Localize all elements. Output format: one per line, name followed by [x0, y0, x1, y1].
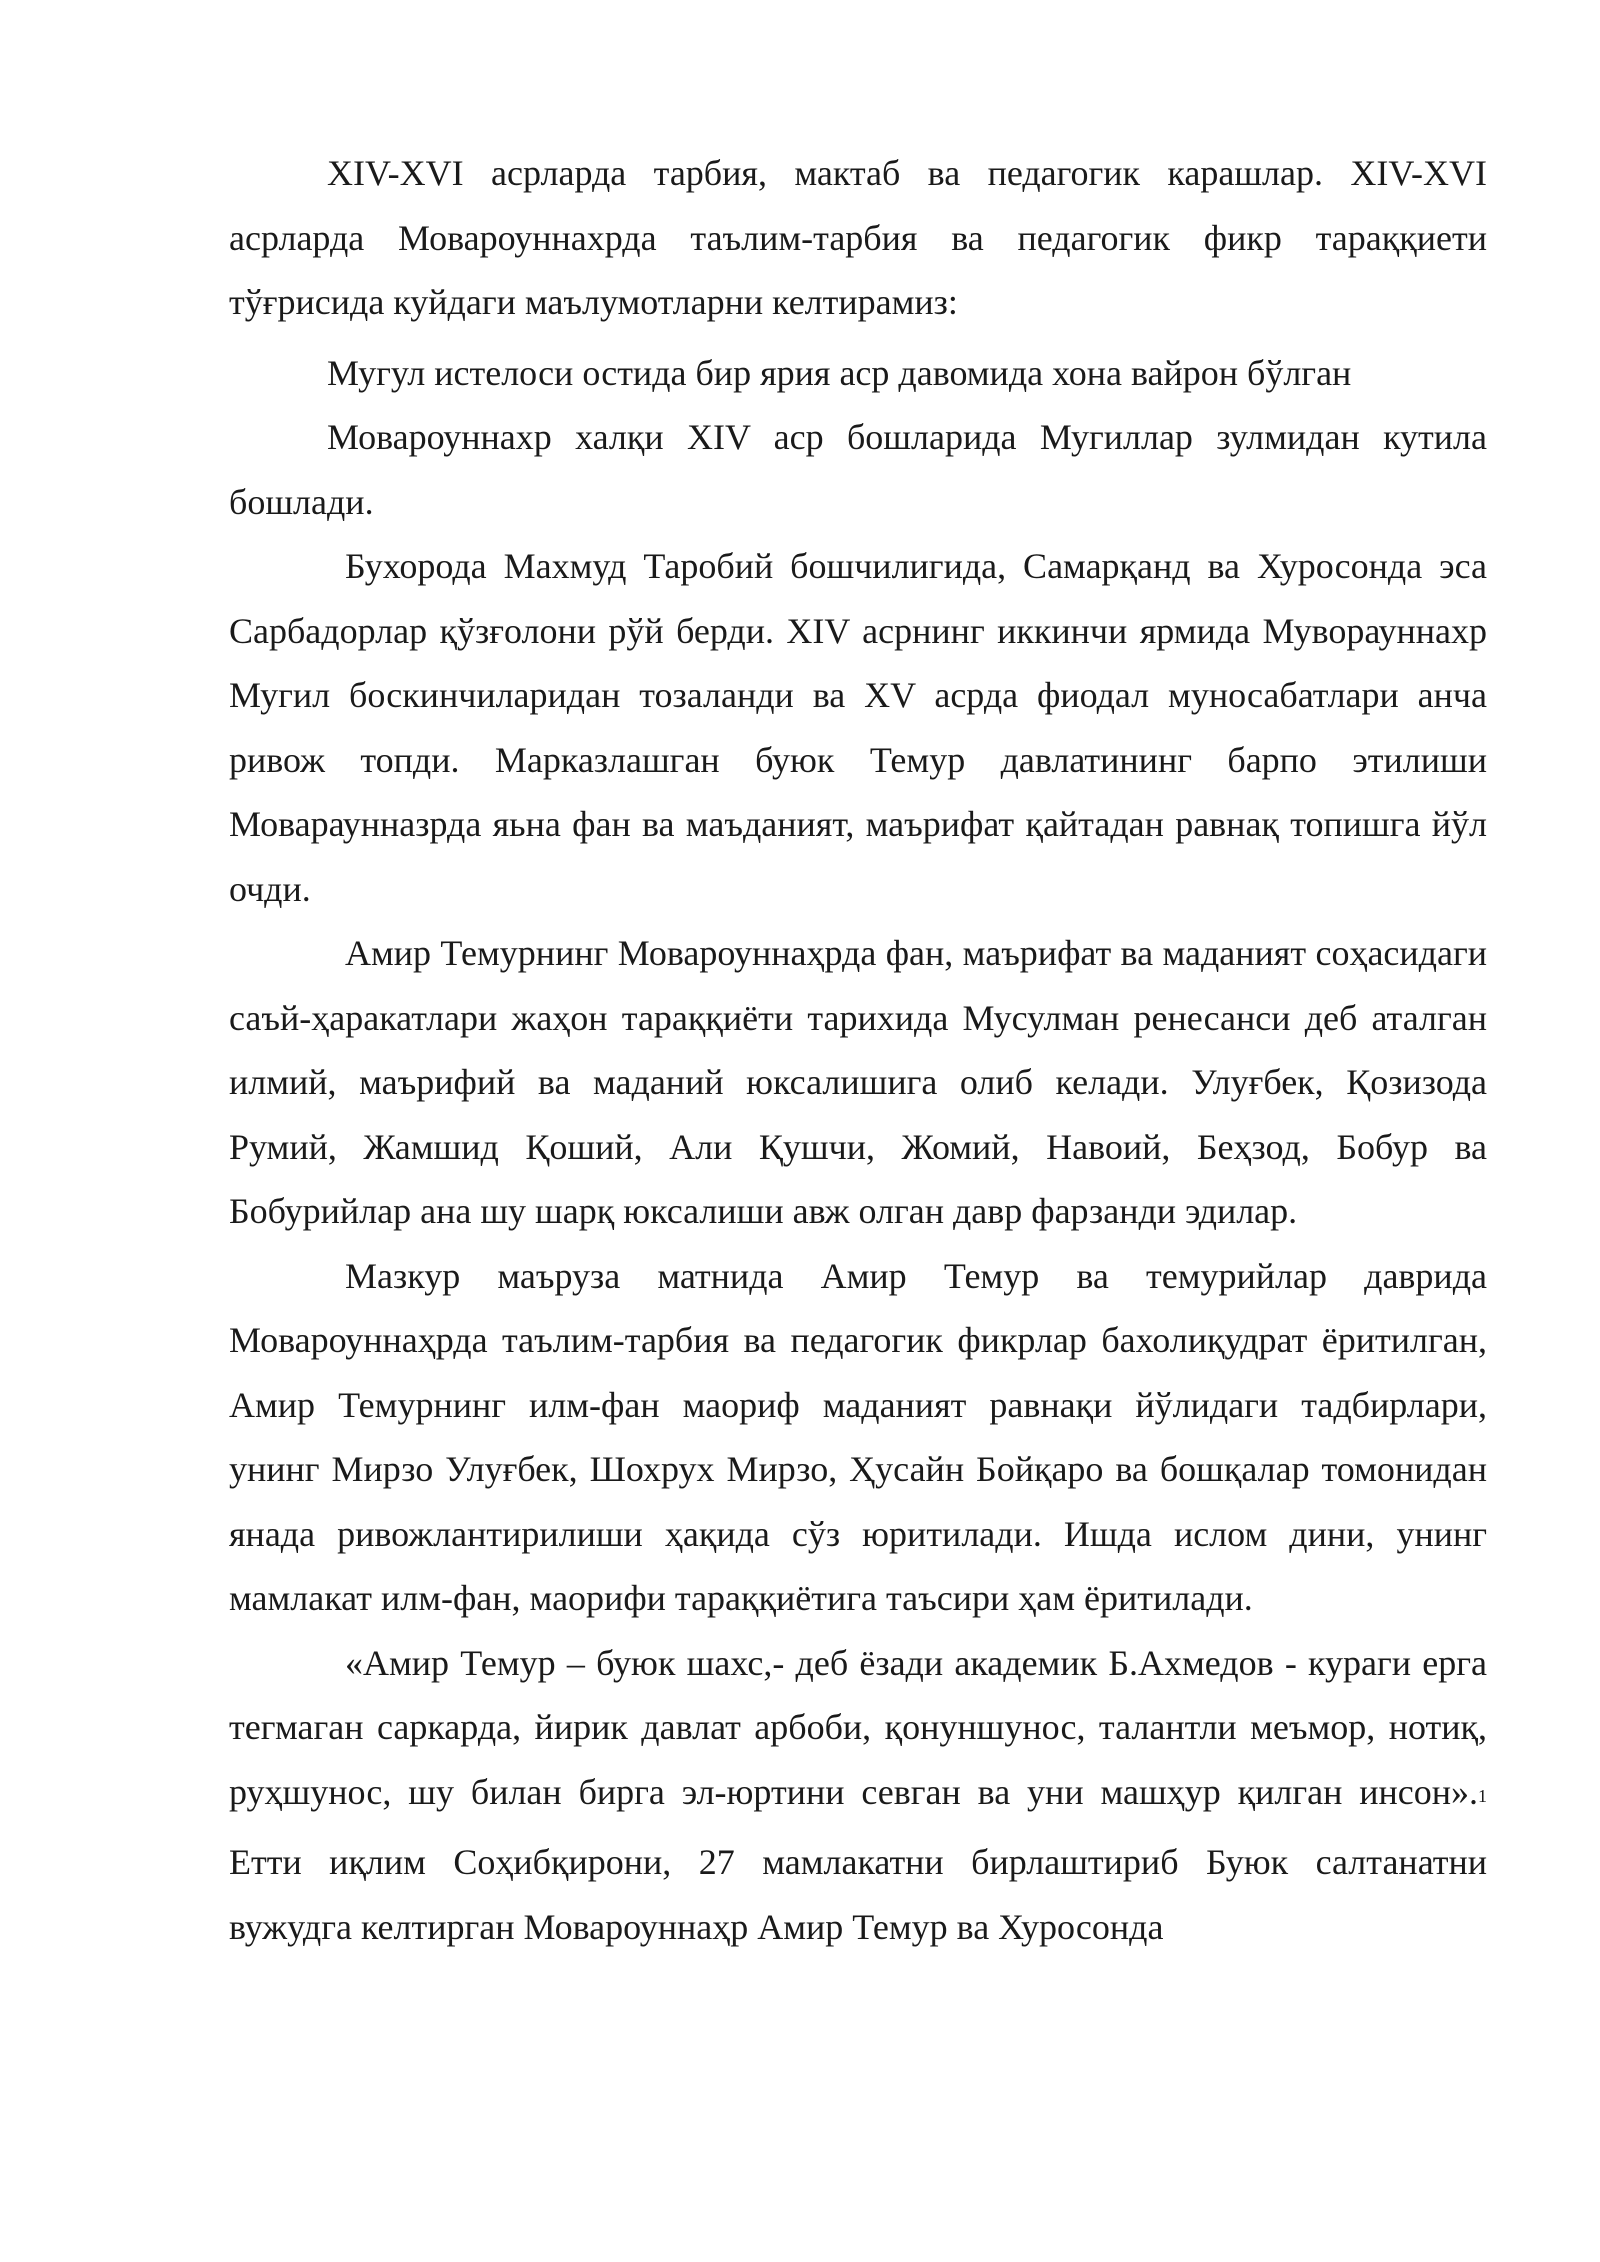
quote-continuation: Етти иқлим Соҳибқирони, 27 мамлакатни бирлаштириб Буюк салтанатни вужудга келтирган Мовароуннаҳр Амир Темур ва Хуросонда — [229, 1842, 1487, 1947]
paragraph-mongol: Мугул истелоси остида бир ярия аср давомида хона вайрон бўлган — [327, 352, 1352, 393]
paragraph-liberation: Мовароуннахр халқи XIV аср бошларида Мугиллар зулмидан кутила бошлади. — [229, 417, 1487, 522]
body-text — [229, 141, 1487, 1959]
paragraph-quote — [229, 1631, 1487, 1960]
paragraph-uprisings: Бухорода Махмуд Таробий бошчилигида, Самарқанд ва Хуросонда эса Сарбадорлар қўзғолони рўй берди. XIV асрнинг иккинчи ярмида Муворауннахр Мугил боскинчиларидан тозаланди ва XV асрда фиодал муносабатлари анча ривож топди. Марказлашган буюк Темур давлатининг барпо этилиши Мовараунназрда яьна фан ва маъданият, маърифат қайтадан равнақ топишга йўл очди. — [229, 546, 1487, 909]
footnote-marker[interactable]: 1 — [1478, 1785, 1487, 1806]
paragraph-lecture: Мазкур маъруза матнида Амир Темур ва темурийлар даврида Мовароуннаҳрда таълим-тарбия ва педагогик фикрлар бахолиқудрат ёритилган, Амир Темурнинг илм-фан маориф маданият равнақи йўлидаги тадбирлари, унинг Мирзо Улуғбек, Шохрух Мирзо, Ҳусайн Бойқаро ва бошқалар томонидан янада ривожлантирилиши ҳақида сўз юритилади. Ишда ислом дини, унинг мамлакат илм-фан, маорифи тараққиётига таъсири ҳам ёритилади. — [229, 1255, 1487, 1618]
paragraph-intro: XIV-XVI асрларда тарбия, мактаб ва педагогик карашлар. XIV-XVI асрларда Мовароуннахрда таълим-тарбия ва педагогик фикр тараққиети тўғрисида куйдаги маълумотларни келтирамиз: — [229, 153, 1487, 322]
paragraph-renaissance: Амир Темурнинг Мовароуннаҳрда фан, маърифат ва маданият соҳасидаги саъй-ҳаракатлари жаҳон тараққиёти тарихида Мусулман ренесанси деб аталган илмий, маърифий ва маданий юксалишига олиб келади. Улуғбек, Қозизода Румий, Жамшид Қоший, Али Қушчи, Жомий, Навоий, Беҳзод, Бобур ва Бобурийлар ана шу шарқ юксалиши авж олган давр фарзанди эдилар. — [229, 933, 1487, 1231]
quote-text: «Амир Темур – буюк шахс,- деб ёзади академик Б.Ахмедов - кураги ерга тегмаган саркарда, йирик давлат арбоби, қонуншунос, талантли меъмор, нотиқ, руҳшунос, шу билан бирга эл-юртини севган ва уни машҳур қилган инсон». — [229, 1642, 1487, 1812]
